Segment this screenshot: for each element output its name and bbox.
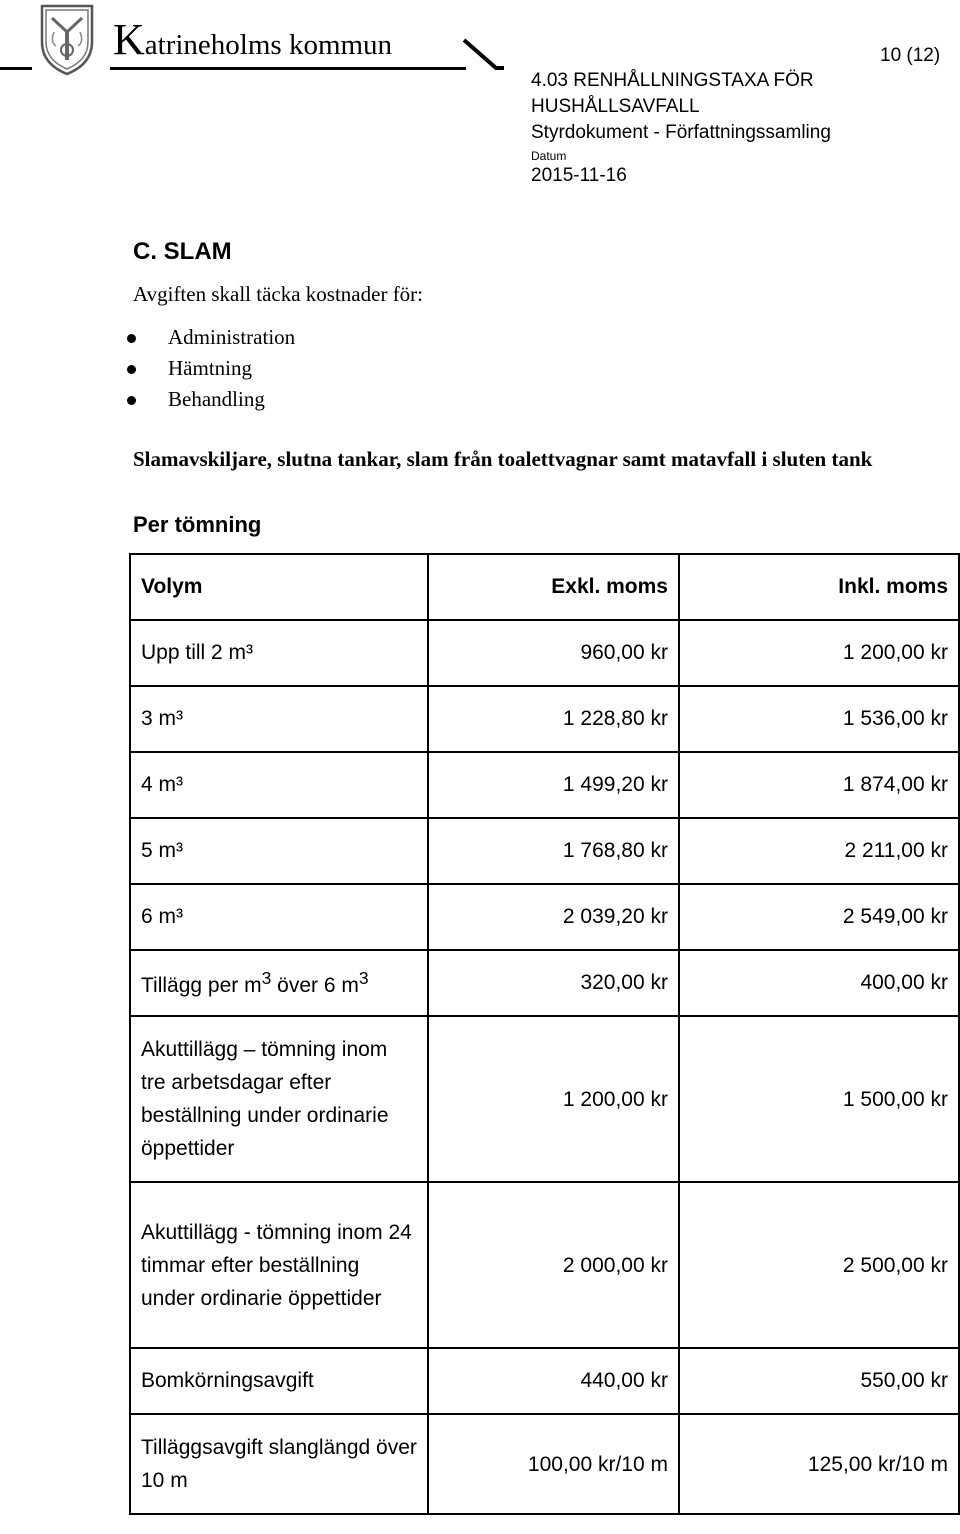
municipal-crest-logo <box>38 2 96 76</box>
header-rule-right <box>110 67 466 70</box>
table-row <box>130 884 959 950</box>
inkl-cell: 2 211,00 kr <box>679 818 959 884</box>
table-header-row <box>130 554 959 620</box>
exkl-cell: 960,00 kr <box>428 620 679 686</box>
list-item: Hämtning <box>125 353 295 384</box>
inkl-cell: 2 500,00 kr <box>679 1182 959 1348</box>
volume-cell: Tilläggsavgift slanglängd över 10 m <box>130 1414 428 1514</box>
per-emptying-label: Per tömning <box>133 512 262 537</box>
table-row <box>130 1414 959 1514</box>
exkl-cell: 320,00 kr <box>428 950 679 1016</box>
brand-swoosh-mark <box>462 38 504 72</box>
bullet-icon <box>127 396 136 405</box>
brand-wordmark <box>113 15 393 64</box>
subheading: Slamavskiljare, slutna tankar, slam från toalettvagnar samt matavfall i sluten tank <box>133 447 873 471</box>
volume-cell: Akuttillägg - tömning inom 24 timmar efter beställning under ordinarie öppettider <box>130 1182 428 1348</box>
volume-cell: Tillägg per $m^3$ över 6 $m^3$ <box>130 950 428 1016</box>
bullet-icon <box>127 334 136 343</box>
table-row <box>130 1016 959 1182</box>
inkl-cell: 125,00 kr/10 m <box>679 1414 959 1514</box>
exkl-cell: 1 768,80 kr <box>428 818 679 884</box>
section-title: C. SLAM <box>133 238 232 265</box>
exkl-cell: 100,00 kr/10 m <box>428 1414 679 1514</box>
inkl-cell: 1 500,00 kr <box>679 1016 959 1182</box>
header-exkl-moms: Exkl. moms <box>428 554 679 620</box>
volume-cell: Bomkörningsavgift <box>130 1348 428 1414</box>
header-rule-left <box>0 67 32 70</box>
brand-initial: K <box>113 15 145 64</box>
table-row <box>130 1182 959 1348</box>
intro-text: Avgiften skall täcka kostnader för: <box>133 282 424 306</box>
document-meta <box>531 68 960 188</box>
exkl-cell: 1 228,80 kr <box>428 686 679 752</box>
document-title: 4.03 RENHÅLLNINGSTAXA FÖR HUSHÅLLSAVFALL <box>531 70 814 117</box>
volume-cell: 6 m³ <box>130 884 428 950</box>
header-inkl-moms: Inkl. moms <box>679 554 959 620</box>
page-number: 10 (12) <box>880 45 941 66</box>
exkl-cell: 2 000,00 kr <box>428 1182 679 1348</box>
inkl-cell: 1 874,00 kr <box>679 752 959 818</box>
inkl-cell: 2 549,00 kr <box>679 884 959 950</box>
exkl-cell: 1 499,20 kr <box>428 752 679 818</box>
volume-cell: Upp till 2 m³ <box>130 620 428 686</box>
inkl-cell: 1 200,00 kr <box>679 620 959 686</box>
cost-bullet-list <box>125 322 295 415</box>
inkl-cell: 1 536,00 kr <box>679 686 959 752</box>
table-row <box>130 686 959 752</box>
document-type: Styrdokument - Författningssamling <box>531 122 831 143</box>
exkl-cell: 2 039,20 kr <box>428 884 679 950</box>
inkl-cell: 550,00 kr <box>679 1348 959 1414</box>
inkl-cell: 400,00 kr <box>679 950 959 1016</box>
volume-cell: 5 m³ <box>130 818 428 884</box>
table-row <box>130 620 959 686</box>
volume-cell: 3 m³ <box>130 686 428 752</box>
header-volume: Volym <box>130 554 428 620</box>
date-value: 2015-11-16 <box>531 165 627 186</box>
table-row <box>130 950 959 1016</box>
list-item: Administration <box>125 322 295 353</box>
exkl-cell: 440,00 kr <box>428 1348 679 1414</box>
brand-rest: atrineholms kommun <box>144 29 393 61</box>
exkl-cell: 1 200,00 kr <box>428 1016 679 1182</box>
volume-cell: Akuttillägg – tömning inom tre arbetsdagar efter beställning under ordinarie öppettider <box>130 1016 428 1182</box>
table-row <box>130 1348 959 1414</box>
fee-table <box>129 553 960 1515</box>
date-label: Datum <box>531 149 567 163</box>
list-item: Behandling <box>125 384 295 415</box>
bullet-icon <box>127 365 136 374</box>
volume-cell: 4 m³ <box>130 752 428 818</box>
table-row <box>130 752 959 818</box>
table-row <box>130 818 959 884</box>
